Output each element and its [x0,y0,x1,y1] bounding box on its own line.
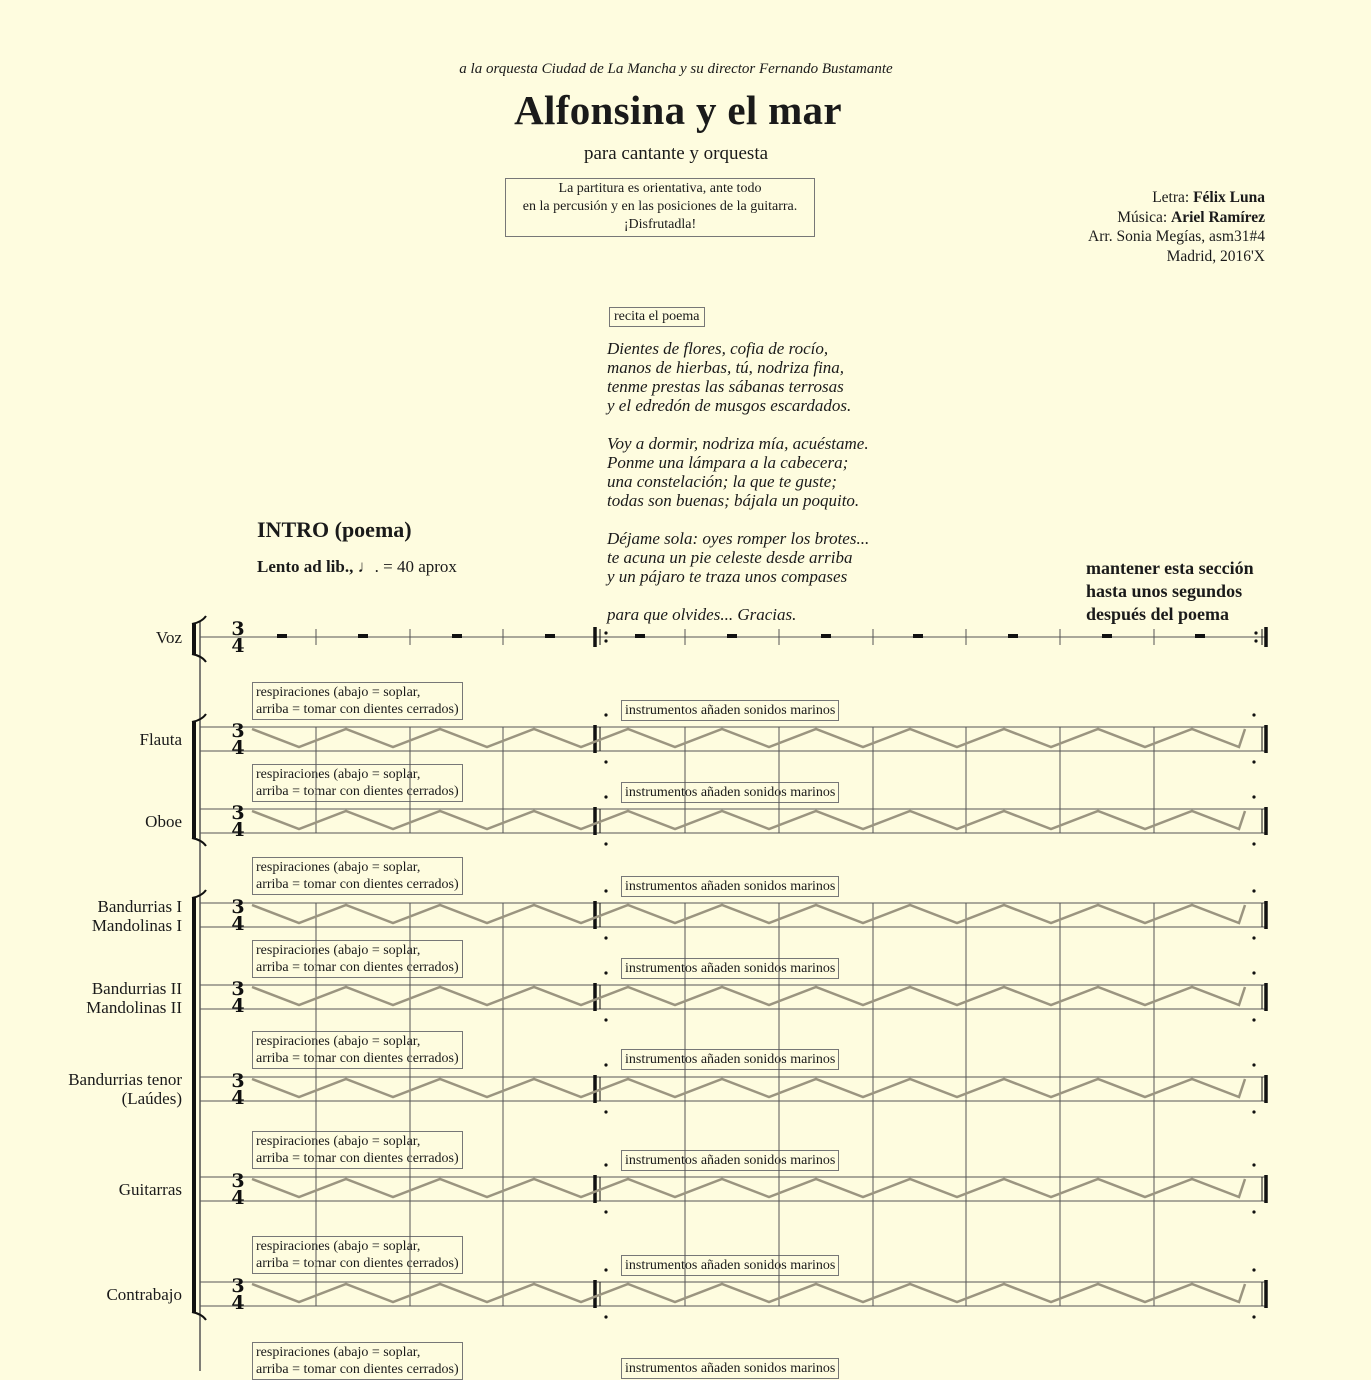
repeat-dot [604,936,607,939]
time-signature-denominator: 4 [231,1187,245,1209]
repeat-dot [604,971,607,974]
measure-rest [1195,634,1205,638]
breath-instruction-box: respiraciones (abajo = soplar, arriba = tomar con dientes cerrados) [252,1342,463,1380]
breath-wave [252,1284,1245,1302]
breath-instruction-box: respiraciones (abajo = soplar, arriba = tomar con dientes cerrados) [252,857,463,895]
arranger: Arr. Sonia Megías, asm31#4 [1088,228,1265,245]
winds-bracket-bottom [192,838,206,846]
sea-sounds-instruction-box: instrumentos añaden sonidos marinos [621,700,839,721]
strings-bracket-bottom [192,1312,206,1320]
breath-wave [252,729,1245,747]
repeat-dot [1254,639,1257,642]
repeat-dot [604,842,607,845]
time-signature-numerator: 3 [231,1070,245,1092]
breath-instruction-box: respiraciones (abajo = soplar, arriba = tomar con dientes cerrados) [252,940,463,978]
measure-rest [635,634,645,638]
repeat-dot [604,1268,607,1271]
voice-bracket-top [192,616,206,624]
repeat-dot [604,1018,607,1021]
time-signature-denominator: 4 [231,635,245,657]
time-signature-numerator: 3 [231,978,245,1000]
repeat-dot [1252,1063,1255,1066]
breath-instruction-box: respiraciones (abajo = soplar, arriba = tomar con dientes cerrados) [252,764,463,802]
time-signature-numerator: 3 [231,896,245,918]
repeat-dot [604,1315,607,1318]
tempo-value: = 40 aprox [383,557,457,576]
breath-instruction-box: respiraciones (abajo = soplar, arriba = tomar con dientes cerrados) [252,1131,463,1169]
section-title: INTRO (poema) [257,517,412,542]
breath-wave [252,987,1245,1005]
poem-text: Dientes de flores, cofia de rocío, manos de hierbas, tú, nodriza fina, tenme prestas las sábanas terrosas y el edredón de musgos escardados. Voy a dormir, nodriza mía, acuéstame. Ponme una lámpara a la cabecera; una constelación; la que te guste; todas son buenas; bájala un poquito. Déjame sola: oyes romper los brotes... te acuna un pie celeste desde arriba y un pájaro te traza unos compases para que olvides... Gracias. [607,339,870,624]
strings-bracket-top [192,890,206,898]
repeat-dot [604,639,607,642]
measure-rest [452,634,462,638]
lyrics-label: Letra: [1152,189,1190,206]
sea-sounds-instruction-box: instrumentos añaden sonidos marinos [621,958,839,979]
instrument-name: Voz [155,628,182,647]
measure-rest [727,634,737,638]
repeat-dot [1252,713,1255,716]
performance-note-line: en la percusión y en las posiciones de la guitarra. [522,199,798,214]
sea-sounds-instruction-box: instrumentos añaden sonidos marinos [621,1049,839,1070]
repeat-dot [604,1163,607,1166]
time-signature-numerator: 3 [231,1170,245,1192]
time-signature-denominator: 4 [231,1087,245,1109]
performance-note-line: ¡Disfrutadla! [623,217,697,232]
repeat-dot [1252,842,1255,845]
repeat-dot [1252,1018,1255,1021]
instrument-name: Flauta [139,730,182,749]
place-date: Madrid, 2016'X [1166,247,1265,265]
lyricist-name: Félix Luna [1193,189,1265,206]
breath-instruction-box: respiraciones (abajo = soplar, arriba = tomar con dientes cerrados) [252,1031,463,1069]
breath-instruction-box: respiraciones (abajo = soplar, arriba = tomar con dientes cerrados) [252,1236,463,1274]
score-title: Alfonsina y el mar [514,87,842,133]
winds-bracket-top [192,714,206,722]
measure-rest [277,634,287,638]
repeat-dot [1252,936,1255,939]
repeat-dot [1252,1163,1255,1166]
repeat-dot [604,760,607,763]
repeat-dot [604,1210,607,1213]
performance-note-line: La partitura es orientativa, ante todo [558,181,762,196]
repeat-dot [1252,889,1255,892]
repeat-dot [604,1063,607,1066]
breath-instruction-box: respiraciones (abajo = soplar, arriba = tomar con dientes cerrados) [252,682,463,720]
measure-rest [1102,634,1112,638]
sea-sounds-instruction-box: instrumentos añaden sonidos marinos [621,1255,839,1276]
score-subtitle: para cantante y orquesta [583,143,769,164]
voice-bracket-bottom [192,654,206,662]
dedication: a la orquesta Ciudad de La Mancha y su director Fernando Bustamante [459,61,893,77]
sea-sounds-instruction-box: instrumentos añaden sonidos marinos [621,1150,839,1171]
time-signature-denominator: 4 [231,737,245,759]
time-signature-numerator: 3 [231,802,245,824]
breath-wave [252,811,1245,829]
measure-rest [913,634,923,638]
breath-wave [252,1079,1245,1097]
repeat-dot [1252,795,1255,798]
repeat-dot [1254,631,1257,634]
time-signature-numerator: 3 [231,1275,245,1297]
sea-sounds-instruction-box: instrumentos añaden sonidos marinos [621,1358,839,1379]
tempo-text: Lento ad lib., [257,557,354,576]
repeat-dot [604,795,607,798]
dotted-half-note-icon: ♩. [357,557,379,576]
instrument-name: Bandurrias II Mandolinas II [86,979,182,1017]
instrument-name: Contrabajo [106,1285,182,1304]
repeat-dot [604,1110,607,1113]
time-signature-denominator: 4 [231,819,245,841]
repeat-dot [604,713,607,716]
repeat-dot [604,889,607,892]
instrument-name: Bandurrias I Mandolinas I [91,897,182,935]
time-signature-numerator: 3 [231,720,245,742]
instrument-name: Oboe [145,812,182,831]
recite-poem-label: recita el poema [609,307,705,327]
repeat-dot [1252,760,1255,763]
measure-rest [821,634,831,638]
composer-name: Ariel Ramírez [1171,208,1265,226]
repeat-dot [604,631,607,634]
repeat-dot [1252,1210,1255,1213]
breath-wave [252,1179,1245,1197]
repeat-dot [1252,1268,1255,1271]
repeat-dot [1252,1315,1255,1318]
time-signature-denominator: 4 [231,995,245,1017]
repeat-dot [1252,971,1255,974]
time-signature-denominator: 4 [231,913,245,935]
breath-wave [252,905,1245,923]
repeat-dot [1252,1110,1255,1113]
measure-rest [1008,634,1018,638]
time-signature-denominator: 4 [231,1292,245,1314]
hold-instruction: mantener esta sección hasta unos segundos después del poema [1086,558,1254,624]
time-signature-numerator: 3 [231,618,245,640]
measure-rest [545,634,555,638]
instrument-name: Guitarras [118,1180,182,1199]
instrument-name: Bandurrias tenor (Laúdes) [68,1070,182,1108]
measure-rest [358,634,368,638]
music-label: Música: [1117,208,1168,226]
sea-sounds-instruction-box: instrumentos añaden sonidos marinos [621,782,839,803]
sea-sounds-instruction-box: instrumentos añaden sonidos marinos [621,876,839,897]
